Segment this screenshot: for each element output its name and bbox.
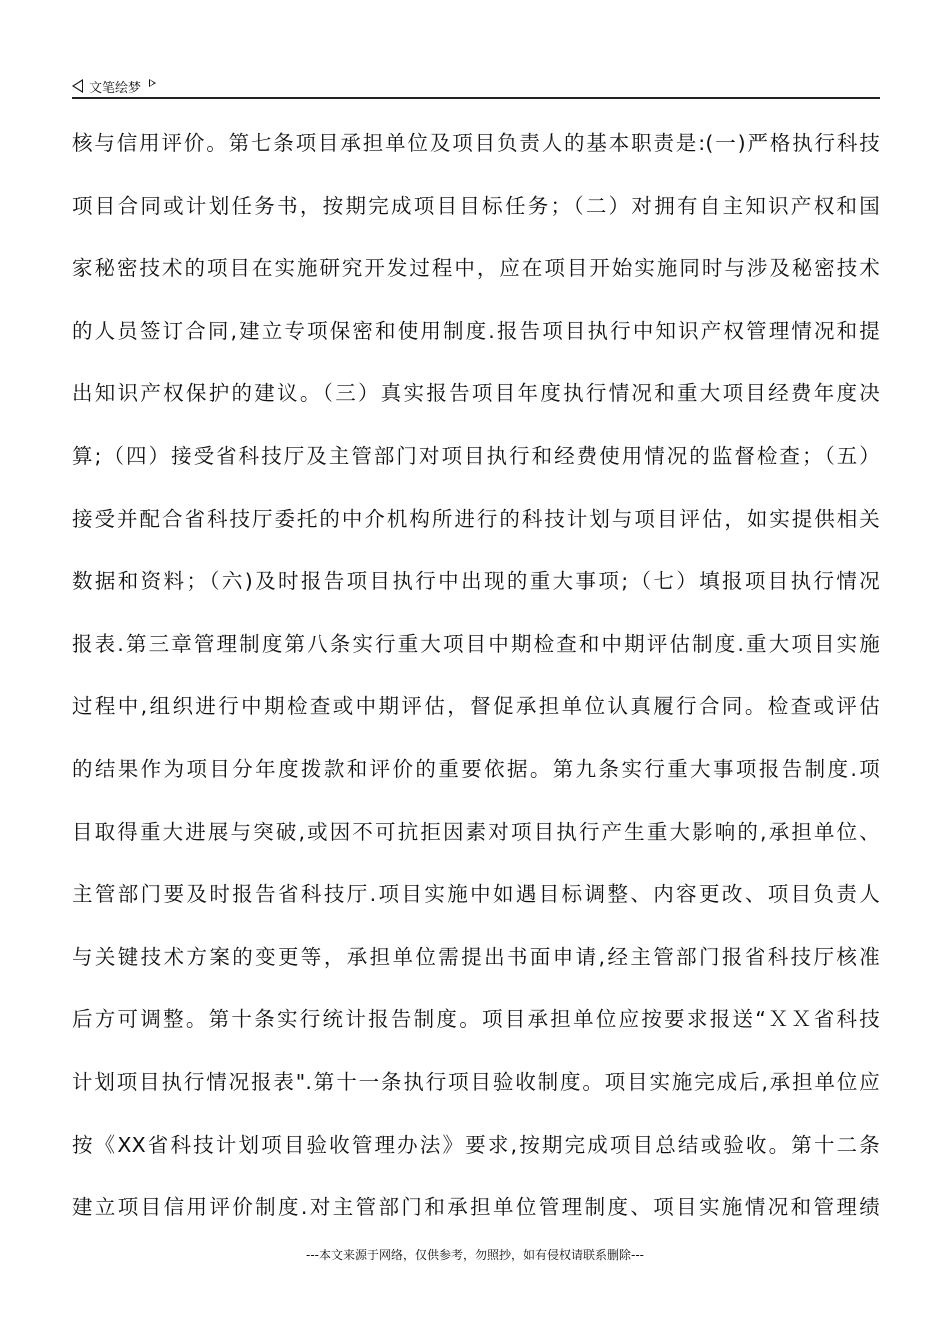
body-line: 目取得重大进展与突破,或因不可抗拒因素对项目执行产生重大影响的,承担单位、: [72, 819, 880, 844]
body-line: 接受并配合省科技厅委托的中介机构所进行的科技计划与项目评估，如实提供相关: [72, 506, 880, 531]
header-divider: [72, 97, 880, 99]
triangle-right-icon: [149, 79, 156, 87]
body-line: 数据和资料；（六)及时报告项目执行中出现的重大事项;（七）填报项目执行情况: [72, 569, 880, 594]
body-line: 项目合同或计划任务书，按期完成项目目标任务；（二）对拥有自主知识产权和国: [72, 193, 880, 218]
body-line: 与关键技术方案的变更等，承担单位需提出书面申请,经主管部门报省科技厅核准: [72, 944, 880, 969]
body-line: 建立项目信用评价制度.对主管部门和承担单位管理制度、项目实施情况和管理绩: [72, 1195, 880, 1220]
document-body: [72, 121, 880, 1248]
body-line: 出知识产权保护的建议。（三）真实报告项目年度执行情况和重大项目经费年度决: [72, 381, 880, 406]
footer-disclaimer: ---本文来源于网络，仅供参考，勿照抄，如有侵权请联系删除---: [306, 1248, 644, 1262]
body-line: 过程中,组织进行中期检查或中期评估，督促承担单位认真履行合同。检查或评估: [72, 694, 880, 719]
body-line: 报表.第三章管理制度第八条实行重大项目中期检查和中期评估制度.重大项目实施: [72, 631, 880, 656]
body-line: 的结果作为项目分年度拨款和评价的重要依据。第九条实行重大事项报告制度.项: [72, 756, 880, 781]
page-header: [72, 74, 880, 98]
body-line: 家秘密技术的项目在实施研究开发过程中，应在项目开始实施同时与涉及秘密技术: [72, 256, 880, 281]
body-line: 后方可调整。第十条实行统计报告制度。项目承担单位应按要求报送“ＸＸ省科技: [72, 1007, 880, 1032]
body-line: 计划项目执行情况报表".第十一条执行项目验收制度。项目实施完成后,承担单位应: [72, 1069, 880, 1094]
body-line: 的人员签订合同,建立专项保密和使用制度.报告项目执行中知识产权管理情况和提: [72, 318, 880, 343]
body-line: 算;（四）接受省科技厅及主管部门对项目执行和经费使用情况的监督检查；（五）: [72, 443, 880, 468]
body-line: 按《XX省科技计划项目验收管理办法》要求,按期完成项目总结或验收。第十二条: [72, 1132, 880, 1157]
body-line: 主管部门要及时报告省科技厅.项目实施中如遇目标调整、内容更改、项目负责人: [72, 882, 880, 907]
header-title: 文笔绘梦: [89, 80, 142, 96]
triangle-left-icon: [72, 79, 83, 93]
body-line: 核与信用评价。第七条项目承担单位及项目负责人的基本职责是:(一)严格执行科技: [72, 131, 880, 155]
